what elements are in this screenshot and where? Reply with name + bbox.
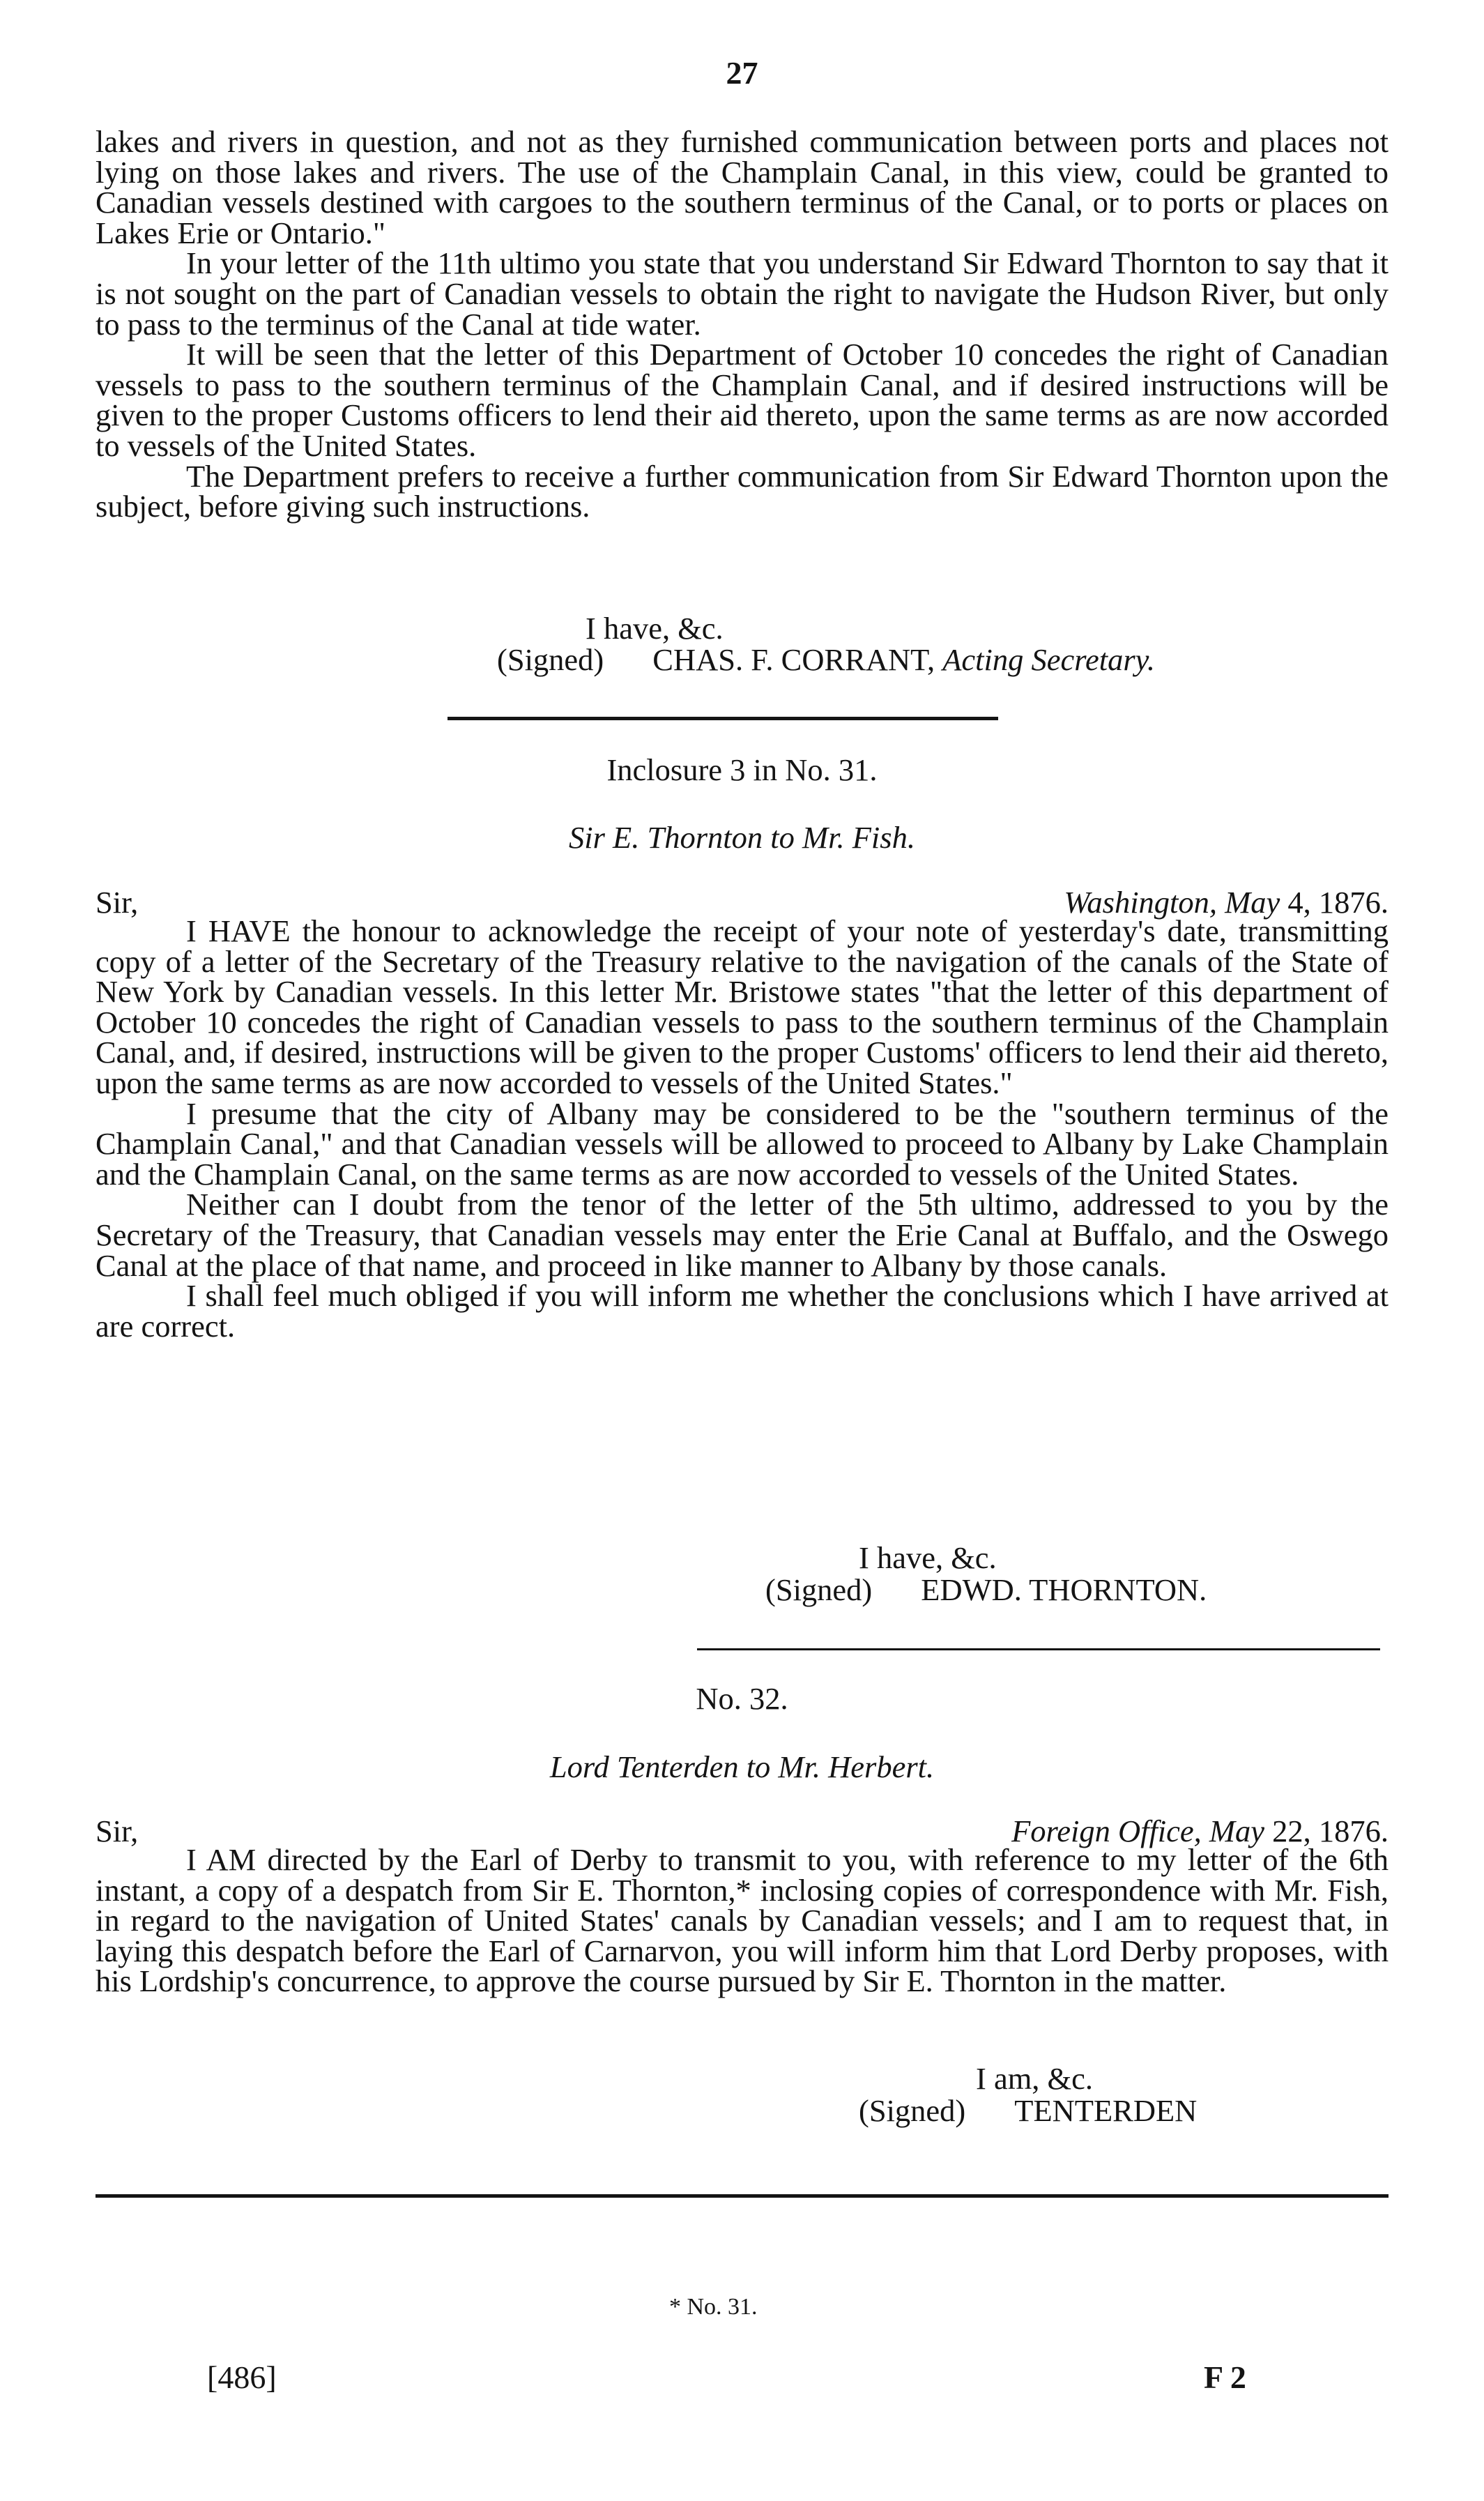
signature-line [859,2092,1197,2129]
paragraph: I HAVE the honour to acknowledge the receipt of your note of yesterday's date, transmitting copy of a letter of the Secretary of the Treasury relative to the navigation of the canals of the State of New York by Canadian vessels. In this letter Mr. Bristowe states "that the letter of this department of October 10 concedes the right of Canadian vessels to pass to the southern terminus of the Champlain Canal, and, if desired, instructions will be given to the proper Customs' officers to lend their aid thereto, upon the same terms as are now accorded to vessels of the United States." [95,913,1389,1100]
closing: I am, &c. [976,2061,1094,2096]
signer-name: EDWD. THORNTON. [921,1572,1207,1607]
paragraph: I AM directed by the Earl of Derby to transmit to you, with reference to my letter of the 6th instant, a copy of a despatch from Sir E. Thornton,* inclosing copies of correspondence with Mr. Fish, in regard to the navigation of United States' canals by Canadian vessels; and I am to request that, in laying this despatch before the Earl of Carnarvon, you will inform him that Lord Derby proposes, with his Lordship's concurrence, to approve the course pursued by Sir E. Thornton in the matter. [95,1842,1389,1999]
section-heading: Inclosure 3 in No. 31. [606,752,878,787]
section-divider [697,1648,1380,1650]
paragraph: Neither can I doubt from the tenor of the letter of the 5th ultimo, addressed to you by the Secretary of the Treasury, that Canadian vessels may enter the Erie Canal at Buffalo, and the Oswego Canal at the place of that name, and proceed in like manner to Albany by those canals. [95,1187,1389,1283]
signer-title: Acting Secretary. [942,642,1156,677]
salutation: Sir, [95,1814,139,1848]
section-heading: No. 32. [696,1681,788,1716]
signature-line [497,641,1155,678]
section3-body [95,1842,1389,1999]
date: 22, 1876. [1272,1814,1389,1848]
closing: I have, &c. [586,611,724,646]
section1-body [95,124,1389,524]
footnote: * No. 31. [669,2294,758,2320]
section-divider [448,717,998,720]
footer-sheet-mark: F 2 [1204,2359,1246,2395]
paragraph: I presume that the city of Albany may be considered to be the "southern terminus of the Champlain Canal," and that Canadian vessels will be allowed to proceed to Albany by Lake Champlain and the Champlain Canal, on the same terms as are now accorded to vessels of the United States. [95,1095,1389,1192]
signed-label: (Signed) [497,642,604,677]
page-number: 27 [726,55,758,91]
end-rule [95,2194,1389,2198]
signature-line [765,1572,1207,1608]
letter-subheading: Sir E. Thornton to Mr. Fish. [569,820,915,855]
signed-label: (Signed) [765,1572,873,1607]
paragraph: It will be seen that the letter of this Department of October 10 concedes the right of Canadian vessels to pass to the southern terminus of the Champlain Canal, and if desired instructions will be given to the proper Customs officers to lend their aid thereto, upon the same terms as are now accorded to vessels of the United States. [95,337,1389,463]
signer-name: CHAS. F. CORRANT, [652,642,935,677]
signed-label: (Signed) [859,2093,966,2128]
section2-body [95,913,1389,1344]
paragraph: lakes and rivers in question, and not as they furnished communication between ports and places not lying on those lakes and rivers. The use of the Champlain Canal, in this view, could be granted to Canadian vessels destined with cargoes to the southern terminus of the Canal, or to ports or places on Lakes Erie or Ontario." [95,124,1389,250]
signer-name: TENTERDEN [1014,2093,1198,2128]
place: Foreign Office, May [1011,1814,1264,1848]
place: Washington, May [1064,885,1280,920]
letter-subheading: Lord Tenterden to Mr. Herbert. [549,1749,935,1784]
salutation: Sir, [95,885,139,920]
closing: I have, &c. [859,1540,997,1575]
date: 4, 1876. [1287,885,1389,920]
paragraph: I shall feel much obliged if you will inform me whether the conclusions which I have arrived at are correct. [95,1278,1389,1344]
paragraph: In your letter of the 11th ultimo you state that you understand Sir Edward Thornton to say that it is not sought on the part of Canadian vessels to obtain the right to navigate the Hudson River, but only to pass to the terminus of the Canal at tide water. [95,245,1389,342]
paragraph: The Department prefers to receive a further communication from Sir Edward Thornton upon the subject, before giving such instructions. [95,458,1389,524]
footer-signature-mark: [486] [207,2359,277,2395]
